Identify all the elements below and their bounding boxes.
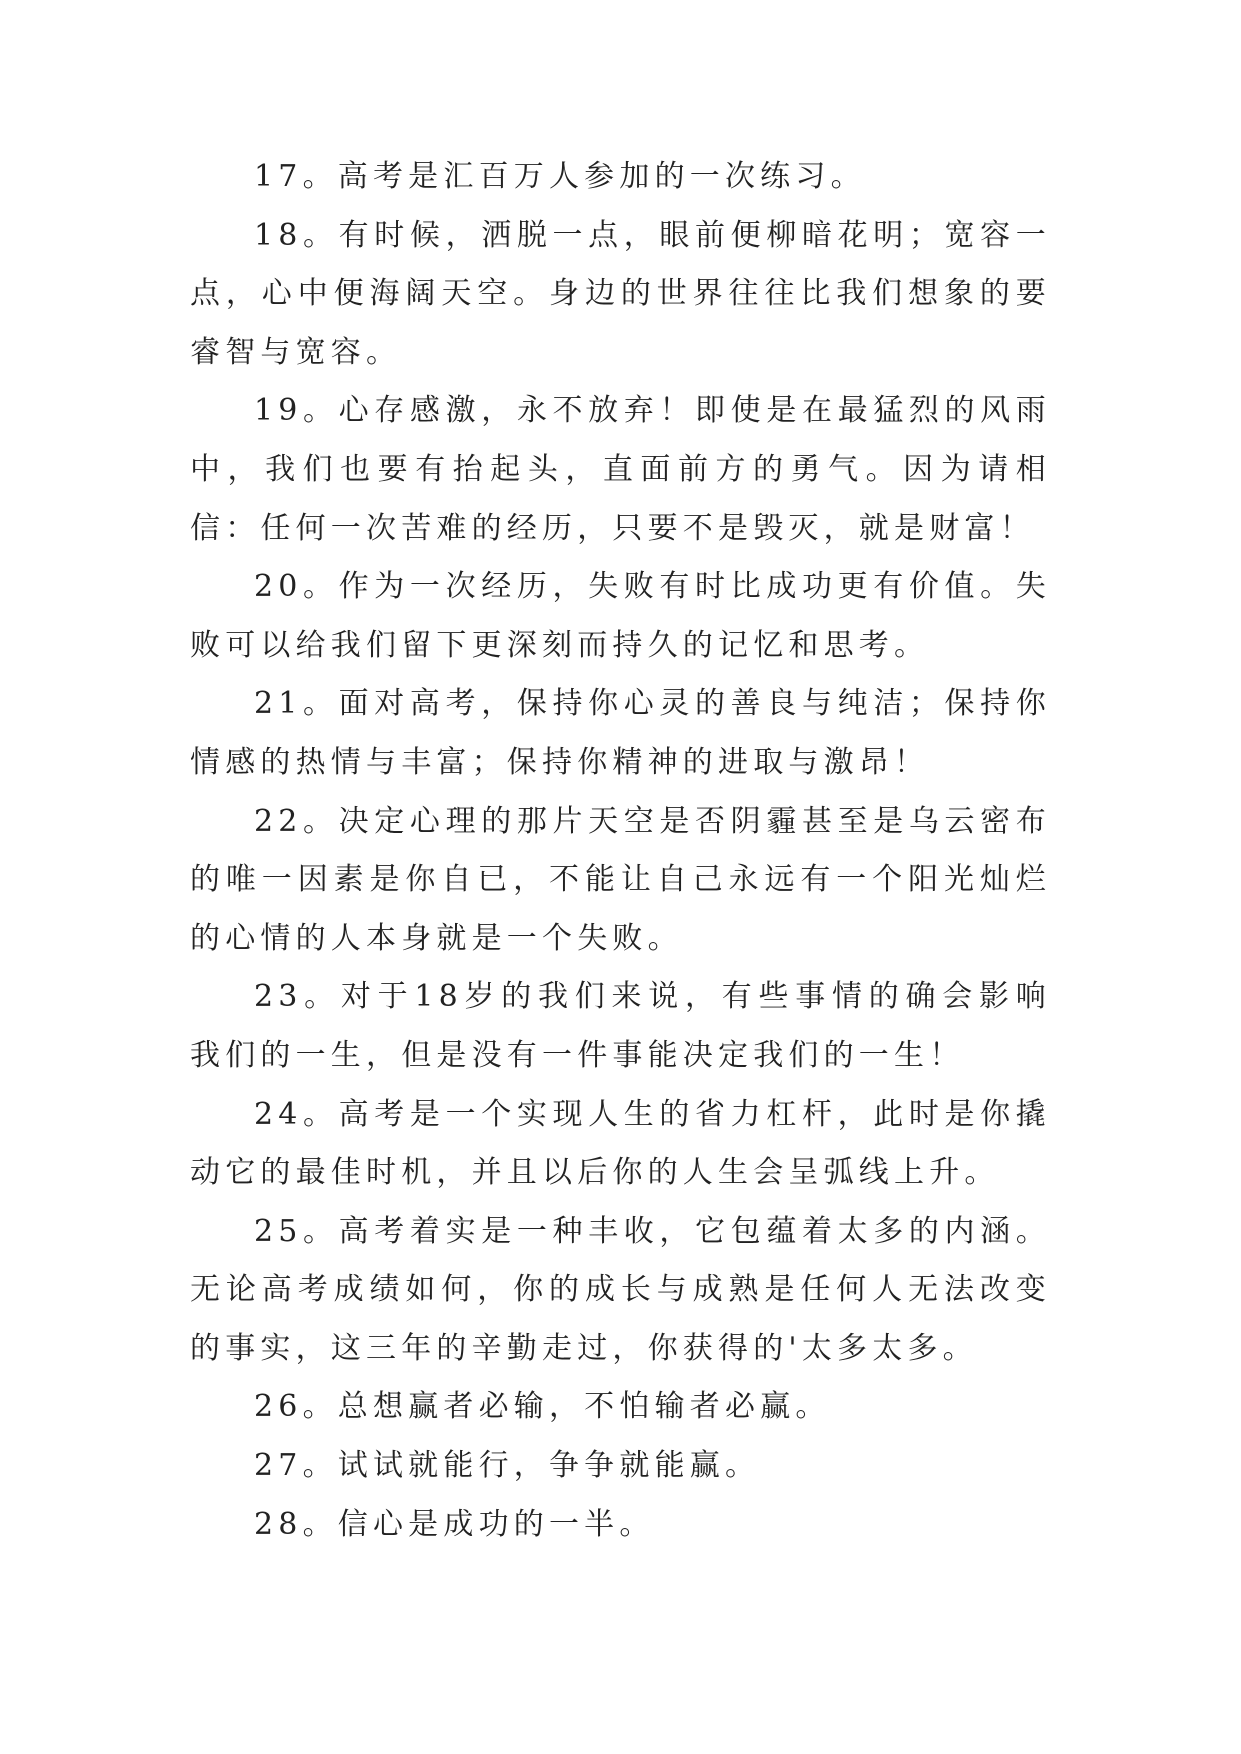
paragraph-18: 18。有时候，洒脱一点，眼前便柳暗花明；宽容一点，心中便海阔天空。身边的世界往往比我们想象的要睿智与宽容。 — [190, 217, 1051, 370]
paragraph-20: 20。作为一次经历，失败有时比成功更有价值。失败可以给我们留下更深刻而持久的记忆和思考。 — [190, 569, 1051, 663]
document-body — [190, 148, 1051, 1554]
paragraph-19: 19。心存感激，永不放弃！即使是在最猛烈的风雨中，我们也要有抬起头，直面前方的勇气。因为请相信：任何一次苦难的经历，只要不是毁灭，就是财富！ — [190, 393, 1051, 546]
paragraph-25: 25。高考着实是一种丰收，它包蕴着太多的内涵。无论高考成绩如何，你的成长与成熟是任何人无法改变的事实，这三年的辛勤走过，你获得的'太多太多。 — [190, 1213, 1051, 1366]
paragraph-26: 26。总想赢者必输，不怕输者必赢。 — [254, 1389, 831, 1425]
paragraph-22: 22。决定心理的那片天空是否阴霾甚至是乌云密布的唯一因素是你自已，不能让自己永远有一个阳光灿烂的心情的人本身就是一个失败。 — [190, 803, 1051, 956]
paragraph-17: 17。高考是汇百万人参加的一次练习。 — [254, 159, 866, 194]
paragraph-28: 28。信心是成功的一半。 — [254, 1506, 655, 1542]
paragraph-23: 23。对于18岁的我们来说，有些事情的确会影响我们的一生，但是没有一件事能决定我们的一生！ — [190, 979, 1051, 1073]
paragraph-24: 24。高考是一个实现人生的省力杠杆，此时是你撬动它的最佳时机，并且以后你的人生会呈弧线上升。 — [190, 1096, 1051, 1191]
paragraph-21: 21。面对高考，保持你心灵的善良与纯洁；保持你情感的热情与丰富；保持你精神的进取与激昂！ — [190, 686, 1051, 780]
paragraph-27: 27。试试就能行，争争就能赢。 — [254, 1448, 761, 1484]
